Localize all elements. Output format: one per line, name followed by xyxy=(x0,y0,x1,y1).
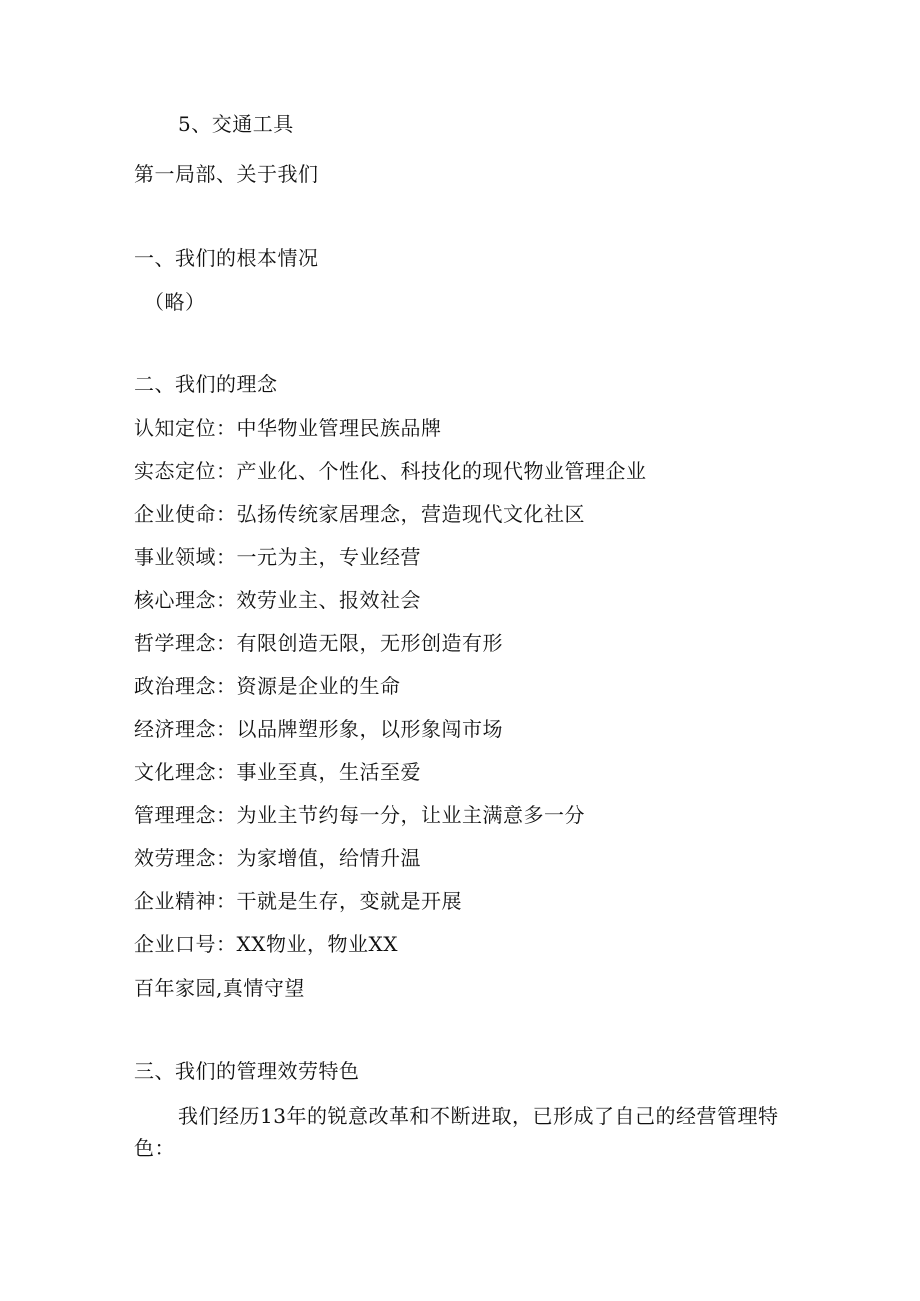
part-heading: 第一局部、关于我们 xyxy=(134,162,319,186)
section-heading-basic-info: 一、我们的根本情况 xyxy=(134,246,319,270)
philosophy-line: 政治理念：资源是企业的生命 xyxy=(134,674,401,698)
philosophy-line: 企业口号：XX物业，物业XX xyxy=(134,932,398,956)
philosophy-line: 核心理念：效劳业主、报效社会 xyxy=(134,588,421,612)
section-heading-features: 三、我们的管理效劳特色 xyxy=(134,1059,360,1083)
features-paragraph: 我们经历13年的锐意改革和不断进取，已形成了自己的经营管理特色： xyxy=(134,1104,779,1160)
philosophy-line: 哲学理念：有限创造无限，无形创造有形 xyxy=(134,631,503,655)
omitted-note: （略） xyxy=(144,290,206,314)
philosophy-line: 百年家园,真情守望 xyxy=(134,976,305,1000)
philosophy-line: 管理理念：为业主节约每一分，让业主满意多一分 xyxy=(134,803,585,827)
section-heading-philosophy: 二、我们的理念 xyxy=(134,372,278,396)
philosophy-line: 事业领域：一元为主，专业经营 xyxy=(134,545,421,569)
philosophy-line: 文化理念：事业至真，生活至爱 xyxy=(134,760,421,784)
list-item-transport: 5、交通工具 xyxy=(178,112,294,136)
philosophy-line: 企业精神：干就是生存，变就是开展 xyxy=(134,889,462,913)
philosophy-line: 企业使命：弘扬传统家居理念，营造现代文化社区 xyxy=(134,502,585,526)
philosophy-line: 认知定位：中华物业管理民族品牌 xyxy=(134,416,442,440)
philosophy-line: 经济理念：以品牌塑形象，以形象闯市场 xyxy=(134,717,503,741)
philosophy-line: 实态定位：产业化、个性化、科技化的现代物业管理企业 xyxy=(134,459,647,483)
philosophy-line: 效劳理念：为家增值，给情升温 xyxy=(134,846,421,870)
